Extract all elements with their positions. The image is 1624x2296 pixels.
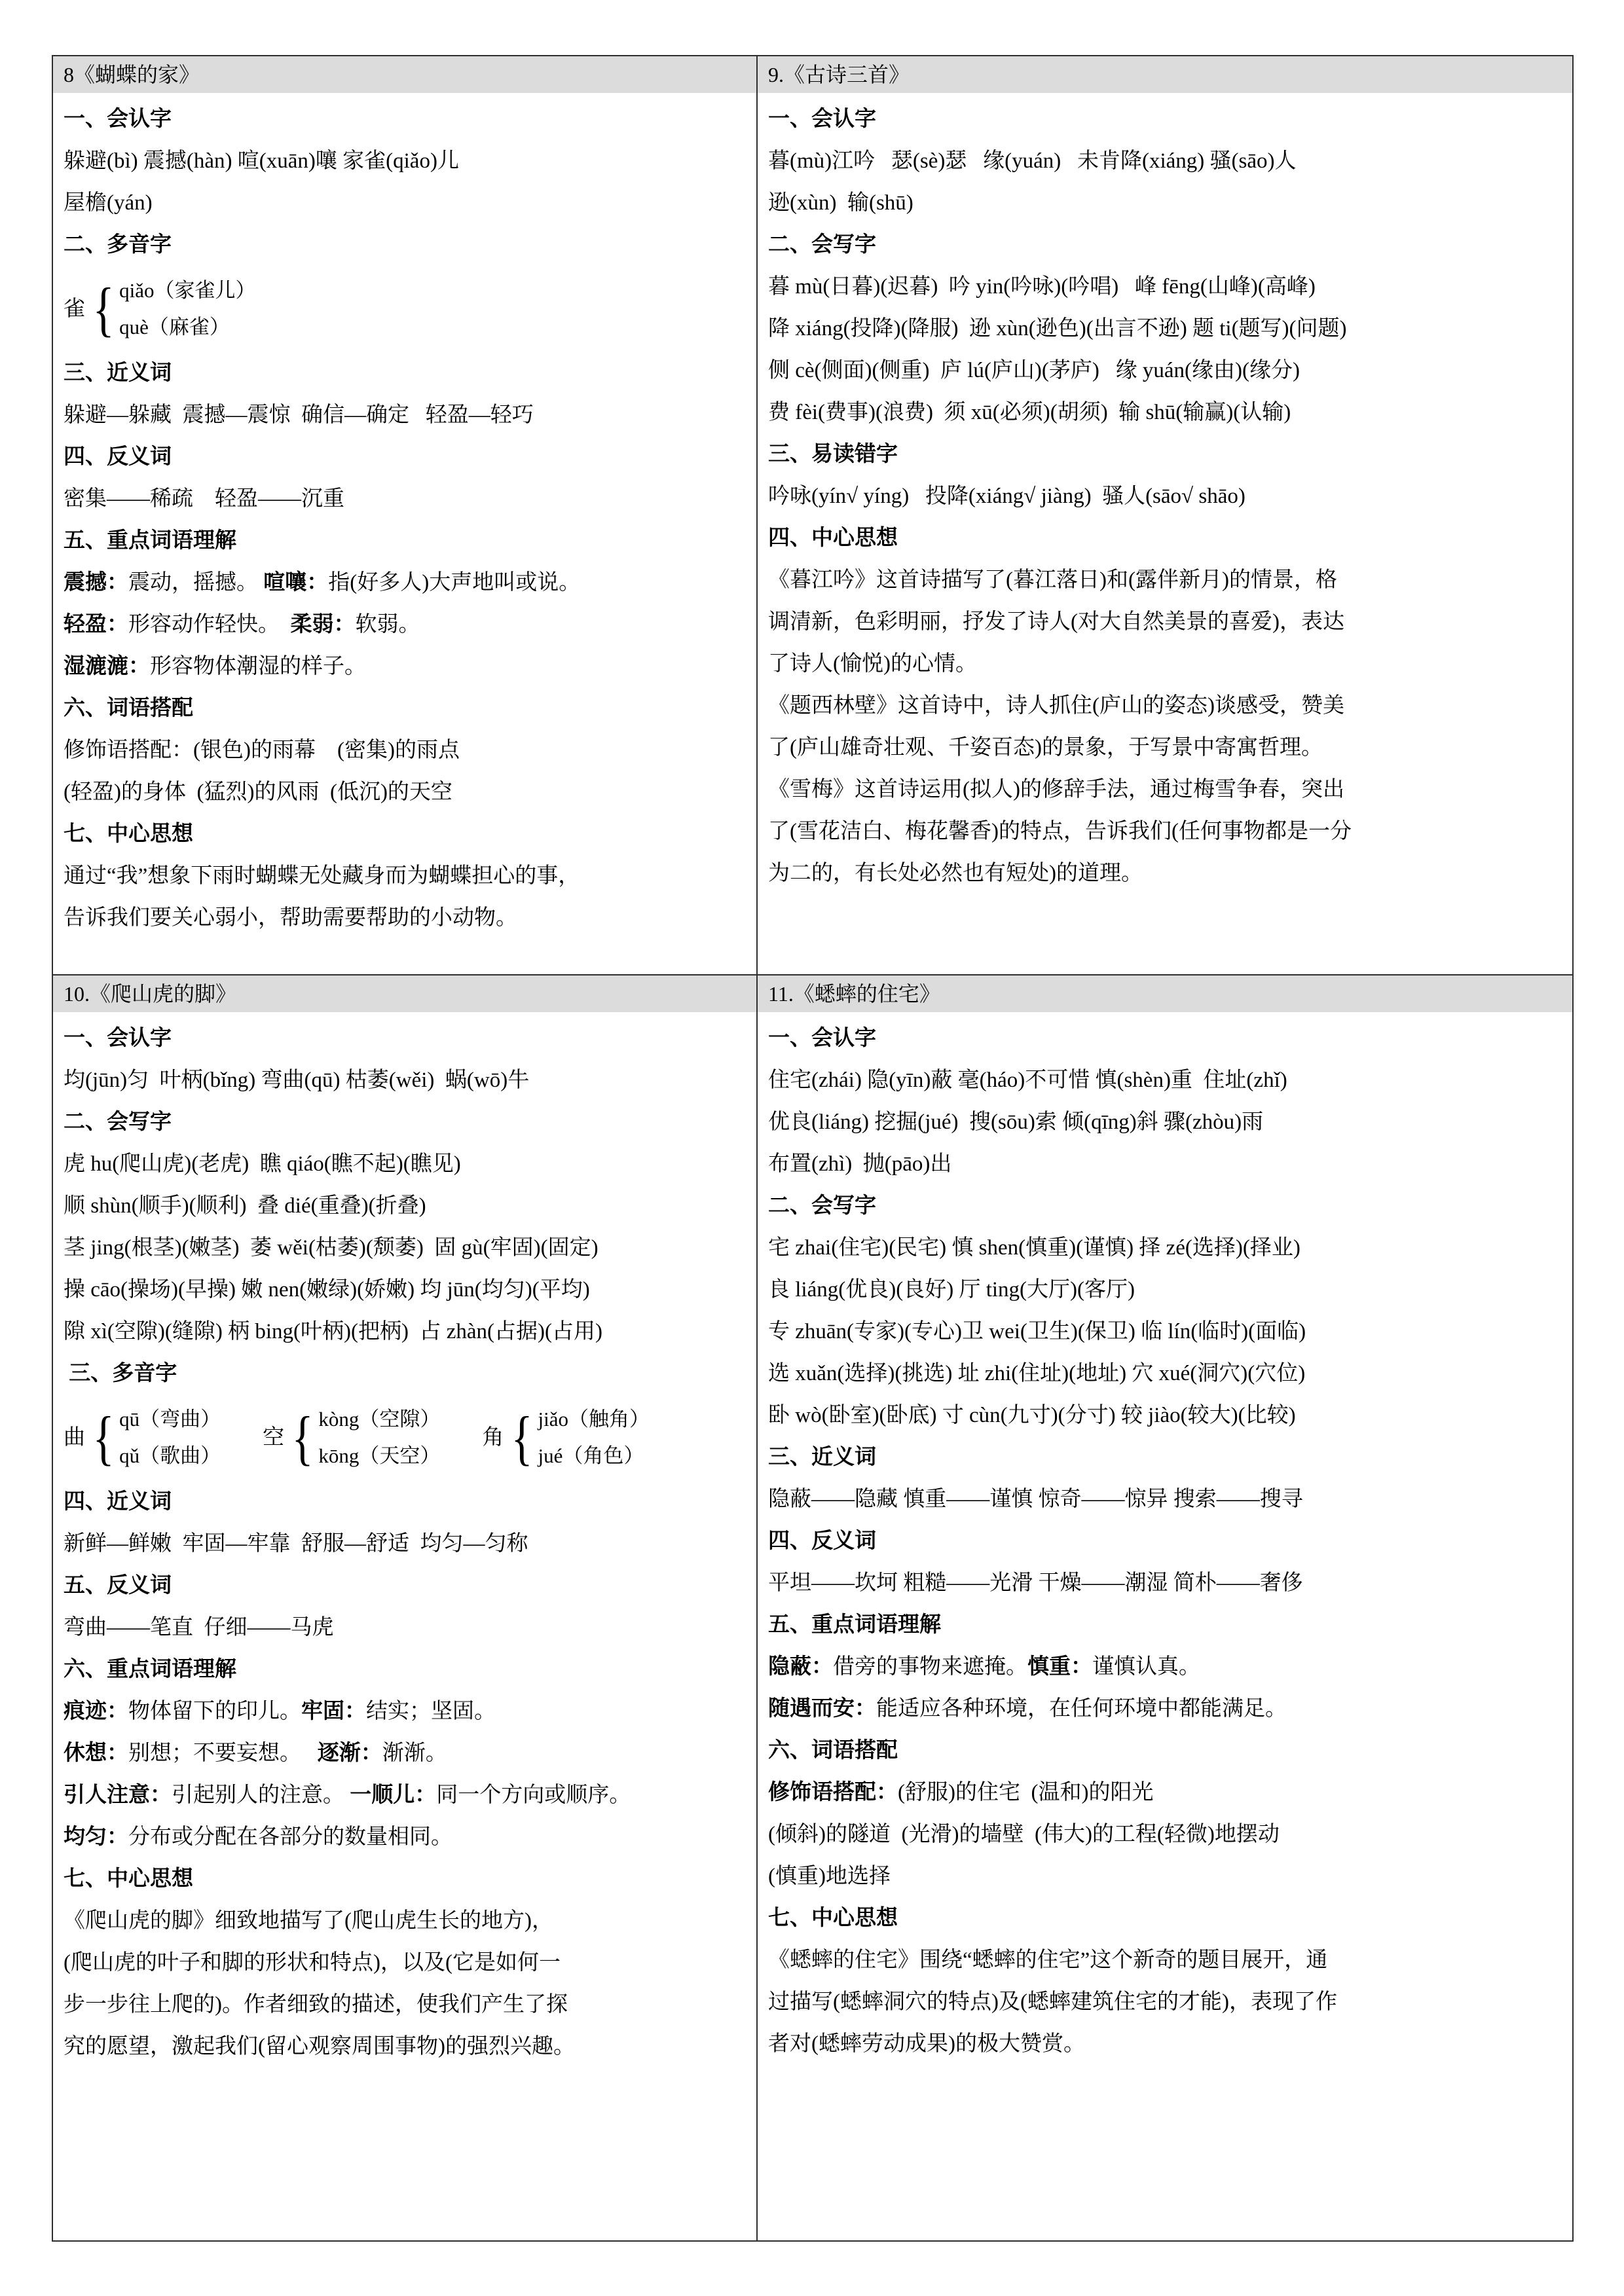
section-heading: 三、易读错字 bbox=[768, 443, 898, 466]
pinyin-option: qiǎo（家雀儿） bbox=[119, 279, 256, 302]
lesson-cell bbox=[756, 974, 1572, 2240]
pinyin-options bbox=[538, 1401, 650, 1474]
term-label: 慎重： bbox=[1027, 1655, 1092, 1679]
section-heading: 五、重点词语理解 bbox=[768, 1613, 941, 1637]
term-label: 逐渐： bbox=[317, 1741, 382, 1765]
content-line: 降 xiáng(投降)(降服) 逊 xùn(逊色)(出言不逊) 题 ti(题写)(问题) bbox=[768, 317, 1347, 340]
pinyin-brace-row bbox=[64, 1394, 747, 1481]
content-line: 逊(xùn) 输(shū) bbox=[768, 191, 913, 215]
term-label: 震撼： bbox=[64, 571, 128, 594]
text-segment: 软弱。 bbox=[355, 613, 420, 636]
content-line bbox=[64, 562, 747, 604]
content-line: 茎 jing(根茎)(嫩茎) 萎 wěi(枯萎)(颓萎) 固 gù(牢固)(固定) bbox=[64, 1236, 599, 1260]
content-line bbox=[768, 1772, 1563, 1813]
lesson-title: 8《蝴蝶的家》 bbox=[53, 56, 756, 93]
section-heading: 七、中心思想 bbox=[64, 822, 193, 846]
content-line bbox=[768, 1688, 1563, 1730]
brace-character: 雀 bbox=[64, 297, 85, 321]
term-label: 湿漉漉： bbox=[64, 655, 150, 678]
notes-table bbox=[52, 55, 1574, 2242]
lesson-cell bbox=[756, 55, 1572, 974]
content-line: 调清新，色彩明丽，抒发了诗人(对大自然美景的喜爱)，表达 bbox=[768, 610, 1344, 634]
term-label: 修饰语搭配： bbox=[768, 1781, 898, 1804]
section-heading: 三、多音字 bbox=[64, 1362, 177, 1385]
content-line: 《蟋蟀的住宅》围绕“蟋蟀的住宅”这个新奇的题目展开，通 bbox=[768, 1948, 1328, 1972]
content-line: 了诗人(愉悦)的心情。 bbox=[768, 652, 977, 676]
term-label: 牢固： bbox=[301, 1700, 366, 1723]
pinyin-brace-group bbox=[482, 1401, 650, 1474]
text-segment: 同一个方向或顺序。 bbox=[436, 1783, 631, 1807]
content-line: 均(jūn)匀 叶柄(bǐng) 弯曲(qū) 枯萎(wěi) 蜗(wō)牛 bbox=[64, 1068, 530, 1092]
section-heading: 三、近义词 bbox=[768, 1446, 876, 1469]
content-line: 了(雪花洁白、梅花馨香)的特点，告诉我们(任何事物都是一分 bbox=[768, 820, 1352, 843]
lesson-body bbox=[53, 1012, 756, 2068]
content-line: 了(庐山雄奇壮观、千姿百态)的景象，于写景中寄寓哲理。 bbox=[768, 736, 1323, 759]
brace-character: 角 bbox=[482, 1426, 504, 1449]
content-line: 《雪梅》这首诗运用(拟人)的修辞手法，通过梅雪争春，突出 bbox=[768, 778, 1344, 801]
content-line: 为二的，有长处必然也有短处)的道理。 bbox=[768, 862, 1143, 885]
pinyin-option: qǔ（歌曲） bbox=[119, 1444, 221, 1467]
brace-icon: { bbox=[511, 1404, 533, 1471]
section-heading: 五、重点词语理解 bbox=[64, 529, 236, 553]
pinyin-option: jiǎo（触角） bbox=[538, 1408, 650, 1430]
content-line: 《暮江吟》这首诗描写了(暮江落日)和(露伴新月)的情景，格 bbox=[768, 568, 1337, 592]
brace-character: 空 bbox=[263, 1426, 285, 1449]
content-line: 侧 cè(侧面)(侧重) 庐 lú(庐山)(茅庐) 缘 yuán(缘由)(缘分) bbox=[768, 359, 1300, 382]
content-line: 弯曲——笔直 仔细——马虎 bbox=[64, 1616, 334, 1639]
term-label: 引人注意： bbox=[64, 1783, 172, 1807]
content-line: (爬山虎的叶子和脚的形状和特点)，以及(它是如何一 bbox=[64, 1951, 561, 1975]
section-heading: 二、会写字 bbox=[768, 1194, 876, 1218]
brace-icon: { bbox=[92, 1404, 115, 1471]
lesson-cell bbox=[52, 55, 756, 974]
lesson-body bbox=[758, 1012, 1572, 2065]
pinyin-brace-row bbox=[64, 266, 747, 352]
content-line: 修饰语搭配：(银色)的雨幕 (密集)的雨点 bbox=[64, 738, 460, 762]
lesson-body bbox=[758, 93, 1572, 894]
content-line: 优良(liáng) 挖掘(jué) 搜(sōu)索 倾(qīng)斜 骤(zhòu)雨 bbox=[768, 1110, 1264, 1134]
term-label: 喧嚷： bbox=[263, 571, 329, 594]
content-line: 者对(蟋蟀劳动成果)的极大赞赏。 bbox=[768, 2032, 1085, 2056]
section-heading: 四、近义词 bbox=[64, 1490, 172, 1514]
pinyin-option: kōng（天空） bbox=[318, 1444, 441, 1467]
pinyin-option: jué（角色） bbox=[538, 1444, 644, 1467]
pinyin-option: kòng（空隙） bbox=[318, 1408, 441, 1430]
brace-character: 曲 bbox=[64, 1426, 85, 1449]
lesson-title: 11.《蟋蟀的住宅》 bbox=[758, 975, 1572, 1012]
content-line: 暮 mù(日暮)(迟暮) 吟 yin(吟咏)(吟唱) 峰 fēng(山峰)(高峰) bbox=[768, 275, 1316, 299]
content-line: 步一步往上爬的)。作者细致的描述，使我们产生了探 bbox=[64, 1993, 568, 2016]
term-label: 随遇而安： bbox=[768, 1697, 876, 1721]
section-heading: 六、词语搭配 bbox=[768, 1739, 898, 1762]
content-line: 密集——稀疏 轻盈——沉重 bbox=[64, 487, 344, 511]
content-line: 平坦——坎坷 粗糙——光滑 干燥——潮湿 简朴——奢侈 bbox=[768, 1571, 1303, 1595]
content-line: 《爬山虎的脚》细致地描写了(爬山虎生长的地方)， bbox=[64, 1909, 553, 1933]
section-heading: 七、中心思想 bbox=[768, 1906, 898, 1930]
content-line: 究的愿望，激起我们(留心观察周围事物)的强烈兴趣。 bbox=[64, 2035, 575, 2058]
content-line: 良 liáng(优良)(良好) 厅 ting(大厅)(客厅) bbox=[768, 1278, 1135, 1302]
pinyin-options bbox=[318, 1401, 440, 1474]
term-label: 柔弱： bbox=[290, 613, 356, 636]
content-line: 屋檐(yán) bbox=[64, 191, 153, 215]
content-line: 隐蔽——隐藏 慎重——谨慎 惊奇——惊异 搜索——搜寻 bbox=[768, 1487, 1303, 1511]
section-heading: 二、多音字 bbox=[64, 233, 172, 257]
pinyin-brace-group bbox=[263, 1401, 440, 1474]
content-line: 费 fèi(费事)(浪费) 须 xū(必须)(胡须) 输 shū(输赢)(认输) bbox=[768, 401, 1291, 424]
content-line: 卧 wò(卧室)(卧底) 寸 cùn(九寸)(分寸) 较 jiào(较大)(比较) bbox=[768, 1404, 1296, 1427]
term-label: 休想： bbox=[64, 1741, 128, 1765]
text-segment: 能适应各种环境，在任何环境中都能满足。 bbox=[876, 1697, 1287, 1721]
text-segment: 指(好多人)大声地叫或说。 bbox=[328, 571, 581, 594]
text-segment: 形容动作轻快。 bbox=[128, 613, 291, 636]
content-line: 吟咏(yín√ yíng) 投降(xiáng√ jiàng) 骚人(sāo√ shāo) bbox=[768, 484, 1246, 508]
content-line bbox=[64, 1690, 747, 1732]
lesson-cell bbox=[52, 974, 756, 2240]
pinyin-options bbox=[119, 1401, 221, 1474]
section-heading: 五、反义词 bbox=[64, 1574, 172, 1597]
lesson-title: 10.《爬山虎的脚》 bbox=[53, 975, 756, 1012]
content-line bbox=[64, 604, 747, 646]
term-label: 均匀： bbox=[64, 1825, 128, 1849]
content-line: 新鲜—鲜嫩 牢固—牢靠 舒服—舒适 均匀—匀称 bbox=[64, 1532, 528, 1556]
term-label: 隐蔽： bbox=[768, 1655, 833, 1679]
section-heading: 六、重点词语理解 bbox=[64, 1658, 236, 1681]
text-segment: 物体留下的印儿。 bbox=[128, 1700, 301, 1723]
section-heading: 七、中心思想 bbox=[64, 1867, 193, 1891]
pinyin-brace-group bbox=[64, 1401, 221, 1474]
pinyin-option: qū（弯曲） bbox=[119, 1408, 221, 1430]
content-line bbox=[64, 646, 747, 687]
content-line: 布置(zhì) 抛(pāo)出 bbox=[768, 1152, 952, 1176]
text-segment: 结实；坚固。 bbox=[366, 1700, 496, 1723]
section-heading: 一、会认字 bbox=[768, 107, 876, 131]
lesson-title: 9.《古诗三首》 bbox=[758, 56, 1572, 93]
content-line: (慎重)地选择 bbox=[768, 1865, 891, 1888]
term-label: 一顺儿： bbox=[350, 1783, 437, 1807]
content-line bbox=[768, 1646, 1563, 1688]
text-segment: (舒服)的住宅 (温和)的阳光 bbox=[898, 1781, 1154, 1804]
content-line: 虎 hu(爬山虎)(老虎) 瞧 qiáo(瞧不起)(瞧见) bbox=[64, 1152, 461, 1176]
text-segment: 形容物体潮湿的样子。 bbox=[150, 655, 366, 678]
content-line: 顺 shùn(顺手)(顺利) 叠 dié(重叠)(折叠) bbox=[64, 1194, 426, 1218]
text-segment: 谨慎认真。 bbox=[1092, 1655, 1200, 1679]
pinyin-options bbox=[119, 272, 255, 346]
section-heading: 一、会认字 bbox=[768, 1027, 876, 1050]
section-heading: 一、会认字 bbox=[64, 107, 172, 131]
section-heading: 四、反义词 bbox=[768, 1529, 876, 1553]
content-line: 专 zhuān(专家)(专心)卫 wei(卫生)(保卫) 临 lín(临时)(面临) bbox=[768, 1320, 1306, 1343]
brace-icon: { bbox=[92, 276, 115, 342]
lesson-body bbox=[53, 93, 756, 939]
content-line: 躲避—躲藏 震撼—震惊 确信—确定 轻盈—轻巧 bbox=[64, 403, 534, 427]
text-segment: 震动，摇撼。 bbox=[128, 571, 264, 594]
section-heading: 四、中心思想 bbox=[768, 526, 898, 550]
content-line: 过描写(蟋蟀洞穴的特点)及(蟋蟀建筑住宅的才能)，表现了作 bbox=[768, 1990, 1337, 2014]
content-line bbox=[64, 1816, 747, 1858]
pinyin-option: què（麻雀） bbox=[119, 316, 230, 338]
content-line: 暮(mù)江吟 瑟(sè)瑟 缘(yuán) 未肯降(xiáng) 骚(sāo)人 bbox=[768, 149, 1297, 173]
section-heading: 六、词语搭配 bbox=[64, 697, 193, 720]
term-label: 轻盈： bbox=[64, 613, 128, 636]
text-segment: 分布或分配在各部分的数量相同。 bbox=[128, 1825, 452, 1849]
text-segment: 借旁的事物来遮掩。 bbox=[833, 1655, 1027, 1679]
section-heading: 三、近义词 bbox=[64, 361, 172, 385]
text-segment: 渐渐。 bbox=[382, 1741, 447, 1765]
section-heading: 二、会写字 bbox=[64, 1110, 172, 1134]
content-line: 选 xuǎn(选择)(挑选) 址 zhi(住址)(地址) 穴 xué(洞穴)(穴位) bbox=[768, 1362, 1306, 1385]
term-label: 痕迹： bbox=[64, 1700, 128, 1723]
section-heading: 二、会写字 bbox=[768, 233, 876, 257]
content-line: 通过“我”想象下雨时蝴蝶无处藏身而为蝴蝶担心的事， bbox=[64, 864, 580, 888]
content-line: 告诉我们要关心弱小，帮助需要帮助的小动物。 bbox=[64, 906, 517, 930]
content-line bbox=[64, 1732, 747, 1774]
content-line: 隙 xì(空隙)(缝隙) 柄 bing(叶柄)(把柄) 占 zhàn(占据)(占用) bbox=[64, 1320, 603, 1343]
content-line: 宅 zhai(住宅)(民宅) 慎 shen(慎重)(谨慎) 择 zé(选择)(择业) bbox=[768, 1236, 1301, 1260]
content-line: 躲避(bì) 震撼(hàn) 喧(xuān)嚷 家雀(qiǎo)儿 bbox=[64, 149, 459, 173]
content-line: 住宅(zhái) 隐(yīn)蔽 毫(háo)不可惜 慎(shèn)重 住址(zhǐ) bbox=[768, 1068, 1287, 1092]
text-segment: 引起别人的注意。 bbox=[172, 1783, 350, 1807]
section-heading: 一、会认字 bbox=[64, 1027, 172, 1050]
content-line: 《题西林壁》这首诗中，诗人抓住(庐山的姿态)谈感受，赞美 bbox=[768, 694, 1344, 718]
content-line bbox=[64, 1774, 747, 1816]
content-line: (倾斜)的隧道 (光滑)的墙壁 (伟大)的工程(轻微)地摆动 bbox=[768, 1823, 1280, 1846]
text-segment: 别想；不要妄想。 bbox=[128, 1741, 318, 1765]
content-line: 操 cāo(操场)(早操) 嫩 nen(嫩绿)(娇嫩) 均 jūn(均匀)(平均) bbox=[64, 1278, 590, 1302]
pinyin-brace-group bbox=[64, 272, 256, 346]
brace-icon: { bbox=[291, 1404, 314, 1471]
section-heading: 四、反义词 bbox=[64, 445, 172, 469]
content-line: (轻盈)的身体 (猛烈)的风雨 (低沉)的天空 bbox=[64, 780, 452, 804]
